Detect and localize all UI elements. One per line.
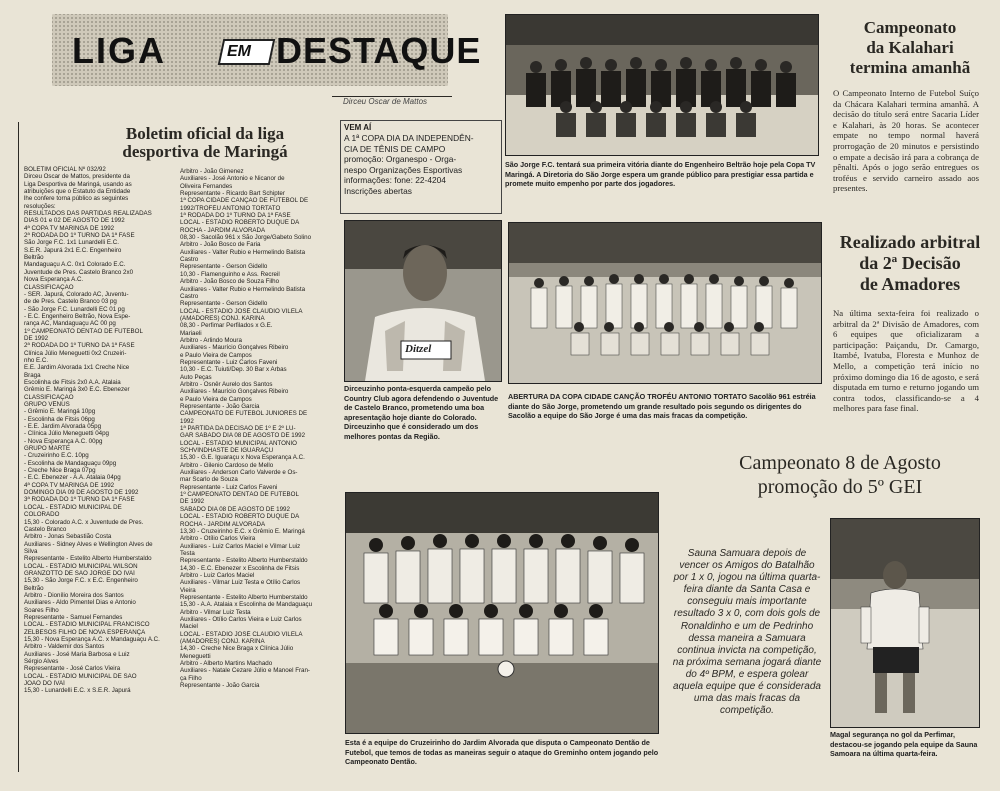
boletim-line: Castelo Branco	[24, 525, 67, 533]
boletim-line: - Nova Esperança A.C. 00pg	[24, 437, 103, 445]
boletim-line: GRUPO VÊNUS	[24, 401, 70, 408]
boletim-line: Árbitro - João Bosco de Souza Filho	[180, 278, 280, 286]
boletim-column-2	[180, 168, 335, 768]
boletim-line: e Paulo Vieira de Campos	[180, 395, 252, 403]
boletim-line: Grêmio E. Maringá 3x0 E.C. Ebenezer	[24, 386, 130, 394]
boletim-line: Representante - Gerson Gidello	[180, 300, 268, 308]
boletim-line: rança AC, Mandaguaçu AC 00 pg	[24, 320, 116, 328]
boletim-line: SÁBADO DIA 08 DE AGOSTO DE 1992	[180, 505, 290, 513]
kalahari-body: O Campeonato Interno de Futebol Suíço da Chácara Kalahari termina amanhã. A decisão do título será entre Sacaria Líder e Kalahari, às 20 horas. Se acontecer empate no tempo normal haverá prorrogação de 20 minutos e persistindo o empate a decisão irá para a cobrança de pênalti. Após o jogo serão entregues os troféus e servido carneiro assado aos presentes.	[833, 88, 979, 194]
arbitral-title-line1: Realizado arbitral	[839, 232, 981, 252]
boletim-line: Representante - Gerson Gidello	[180, 263, 268, 271]
boletim-line: LOCAL - ESTÁDIO MUNICIPAL DE SÃO	[24, 672, 137, 680]
boletim-line: Vieira	[180, 586, 196, 594]
boletim-line: Árbitro - Luiz Carlos Maciel	[180, 571, 255, 579]
boletim-line: - Creche Nice Braga 07pg	[24, 467, 96, 475]
jersey-sponsor-text: Ditzel	[405, 343, 432, 355]
boletim-line: DE 1992	[180, 498, 205, 506]
boletim-line: 15,30 - São Jorge F.C. x E.C. Engenheiro	[24, 577, 138, 585]
masthead-liga: LIGA	[72, 30, 166, 71]
boletim-line: Beltrão	[24, 254, 44, 262]
boletim-line: Representante - Samuel Fernandes	[24, 613, 123, 621]
boletim-line: COLORADO	[24, 511, 60, 519]
boletim-line: Beltrão	[24, 584, 44, 592]
boletim-line: Auto Peças	[180, 373, 212, 381]
boletim-line: Braga	[24, 371, 41, 379]
boletim-line: 08,30 - Sacolão 961 x São Jorge/Gabeto Solino	[180, 234, 312, 242]
boletim-line: Mandaguaçu A.C. 0x1 Colorado E.C.	[24, 261, 126, 269]
boletim-line: 10,30 - Flamenguinho e Ass. Recreil	[180, 270, 280, 278]
boletim-line: 1992/TROFÉU ANTONIO TORTATO	[180, 204, 281, 212]
boletim-line: Maciel	[180, 623, 198, 631]
boletim-line: 15,30 - A.A. Atalaia x Escolinha de Mandaguaçu	[180, 601, 313, 609]
boletim-line: resoluções:	[24, 202, 56, 210]
vemai-line: informações: fone: 22-4204	[344, 175, 446, 186]
arbitral-body: Na última sexta-feira foi realizado o arbitral da 2ª Divisão de Amadores, com 6 equipes que oficializaram a participação: Paiçandu, Dr. Camargo, Itambé, Ivatuba, Floresta e Munhoz de Mello, a competição terá início no próximo domingo dia 16 de agosto, e será disputada em turno e returno jogando um contra todos, classificando-se a 4 melhores para fase final.	[833, 308, 979, 414]
boletim-line: Clínica Júlio Meneguetti 0x2 Cruzeiri-	[24, 349, 127, 357]
boletim-line: São Jorge F.C. 1x1 Lunardelli E.C.	[24, 239, 119, 247]
boletim-line: 10,30 - E.C. Tuiuti/Dep. 30 Bar x Arbas	[180, 366, 287, 374]
boletim-line: Representante - Estelito Alberto Humberstaldo	[24, 555, 152, 563]
boletim-line: Árbitro - Valdemir dos Santos	[24, 643, 105, 651]
boletim-line: Juventude de Pres. Castelo Branco 2x0	[24, 268, 134, 276]
boletim-line: Auxiliares - Natale Cezare Júlio e Manoel Fran-	[180, 667, 310, 675]
boletim-line: Auxiliares - Otílio Carlos Vieira e Luiz Carlos	[180, 615, 302, 623]
boletim-line: de de Pres. Castelo Branco 03 pg	[24, 298, 117, 306]
boletim-line: 1992	[180, 417, 194, 425]
boletim-line: ça Filho	[180, 674, 202, 682]
boletim-line: Auxiliares - Valter Rubio e Hermelindo Batista	[180, 248, 306, 256]
boletim-line: - E.E. Jardim Alvorada 05pg	[24, 423, 102, 431]
boletim-line: ROCHA - JARDIM ALVORADA	[180, 520, 266, 528]
boletim-line: Soares Filho	[24, 606, 59, 614]
arbitral-title-line3: de Amadores	[859, 274, 961, 294]
byline: Dirceu Oscar de Mattos	[343, 97, 428, 106]
boletim-line: - Cruzeirinho E.C. 10pg	[24, 452, 89, 460]
boletim-line: - E.C. Engenheiro Beltrão, Nova Espe-	[24, 312, 131, 320]
boletim-line: Nova Esperança A.C.	[24, 276, 84, 284]
boletim-line: Representante - Luiz Carlos Faveni	[180, 358, 278, 366]
boletim-line: Oliveira Fernandes	[180, 182, 233, 190]
photo-cruzeirinho-team	[345, 492, 659, 734]
boletim-line: BOLETIM OFICIAL Nº 032/92	[24, 166, 106, 173]
vemai-line: CIA DE TÊNIS DE CAMPO	[344, 143, 446, 154]
vemai-line: promoção: Organespo - Orga-	[344, 154, 457, 165]
boletim-line: Auxiliares - Aldo Pimentel Dias e Antonio	[24, 599, 136, 607]
arbitral-title	[830, 232, 990, 295]
boletim-line: Dirceu Oscar de Mattos, presidente da	[24, 173, 130, 181]
boletim-line: Auxiliares - Luiz Carlos Maciel e Vilmar Luiz	[180, 542, 301, 550]
boletim-line: Auxiliares - Vilmar Luiz Testa e Otílio Carlos	[180, 579, 301, 587]
boletim-line: Auxiliares - Anderson Carlo Valverde e Os-	[180, 469, 298, 477]
boletim-line: JOÃO DO IVAÍ	[24, 680, 65, 688]
boletim-line: 1º CAMPEONATO DENTÃO DE FUTEBOL	[180, 491, 299, 499]
boletim-line: 1º CAMPEONATO DENTÃO DE FUTEBOL	[24, 327, 143, 335]
boletim-line: CLASSIFICAÇÃO	[24, 393, 74, 401]
vemai-line: nespo Organizações Esportivas	[344, 164, 463, 175]
boletim-line: ROCHA - JARDIM ALVORADA	[180, 226, 266, 234]
boletim-line: Testa	[180, 549, 195, 557]
boletim-line: Árbitro - Vilmar Luiz Testa	[180, 608, 251, 616]
vemai-line: Inscrições abertas	[344, 185, 412, 196]
boletim-line: Representante - João Garcia	[180, 682, 260, 690]
boletim-line: Árbitro - Alberto Martins Machado	[180, 660, 273, 668]
boletim-line: RESULTADOS DAS PARTIDAS REALIZADAS	[24, 210, 152, 218]
photo-abertura-copa	[508, 222, 822, 384]
boletim-line: Árbitro - Otílio Carlos Vieira	[180, 535, 256, 543]
kalahari-title-line2: da Kalahari	[866, 38, 954, 57]
gei-title-line1: Campeonato 8 de Agosto	[739, 452, 941, 474]
kalahari-title	[830, 18, 990, 78]
boletim-line: Mariaeli	[180, 329, 202, 337]
boletim-line: Representante - Luiz Carlos Faveni	[180, 483, 278, 491]
boletim-line: S.E.R. Japurá 2x1 E.C. Engenheiro	[24, 246, 122, 254]
kalahari-title-line1: Campeonato	[863, 18, 957, 37]
boletim-column-1	[24, 166, 174, 766]
boletim-title-line2: desportiva de Maringá	[122, 142, 288, 161]
boletim-line: GRUPO MARTE	[24, 445, 70, 453]
boletim-line: DE 1992	[24, 334, 49, 342]
boletim-line: Representante - João Garcia	[180, 403, 260, 410]
boletim-line: Árbitro - Jonas Sebastião Costa	[24, 533, 112, 541]
boletim-line: E.E. Jardim Alvorada 1x1 Creche Nice	[24, 364, 130, 372]
boletim-line: DIAS 01 e 02 DE AGOSTO DE 1992	[24, 217, 125, 225]
boletim-line: 1ª COPA CIDADE CANÇÃO DE FUTEBOL DE	[180, 197, 309, 205]
boletim-line: SCHVINDHASTE DE IGUARAÇU	[180, 447, 274, 455]
boletim-line: mar Scarlo de Souza	[180, 476, 238, 484]
boletim-line: 14,30 - Creche Nice Braga x Clínica Júlio	[180, 645, 294, 653]
boletim-line: Auxiliares - José Maria Barbosa e Luiz	[24, 650, 130, 658]
boletim-line: 08,30 - Perfimar Perfilados x G.E.	[180, 322, 273, 330]
boletim-line: e Paulo Vieira de Campos	[180, 351, 252, 359]
boletim-line: - E.C. Ebenezer - A.A. Atalaia 04pg	[24, 474, 121, 482]
boletim-line: Liga Desportiva de Maringá, usando as	[24, 180, 132, 188]
boletim-line: (AMADORES) CONJ. KARINA	[180, 314, 265, 322]
boletim-line: Árbitro - Dionílio Moreira dos Santos	[24, 591, 124, 599]
boletim-line: atribuições que o Estatuto da Entidade	[24, 188, 131, 196]
boletim-line: 4ª COPA TV MARINGÁ DE 1992	[24, 481, 115, 489]
boletim-line: - São Jorge F.C. Lunardelli EC 01 pg	[24, 305, 125, 313]
arbitral-title-line2: da 2ª Decisão	[859, 253, 961, 273]
boletim-line: ZELBESOS FILHO DE NOVA ESPERANÇA	[24, 628, 146, 636]
boletim-line: DOMINGO DIA 09 DE AGOSTO DE 1992	[24, 489, 139, 497]
boletim-line: Castro	[180, 292, 199, 300]
boletim-line: Auxiliares - Maurício Gonçalves Ribeiro	[180, 388, 289, 396]
gei-body: Sauna Samuara depois de vencer os Amigos do Batalhão por 1 x 0, jogou na última quarta-feira diante da Santa Casa e conseguiu mais importante resultado 3 x 0, com dois gols de Ronaldinho e um de Pedrinho dessa maneira a Samuara continua invicta na competição, na próxima semana jogará diante do 4º BPM, e espera golear aquela equipe que é considerada uma das mais fracas da competição.	[672, 548, 822, 717]
boletim-line: - SER. Japurá, Colorado AC, Juventu-	[24, 290, 129, 298]
boletim-line: 3ª RODADA DO 1º TURNO DA 1ª FASE	[24, 496, 135, 504]
photo-sao-jorge-team	[505, 14, 819, 156]
boletim-line: 13,30 - Cruzeirinho E.C. x Grêmio E. Maringá	[180, 527, 305, 535]
boletim-line: LOCAL - ESTÁDIO MUNICIPAL DE	[24, 503, 122, 511]
boletim-line: 2ª RODADA DO 1º TURNO DA 1ª FASE	[24, 342, 135, 350]
boletim-border-left	[18, 122, 19, 772]
boletim-line: Representante - Ricardo Bart Schipter	[180, 190, 285, 198]
boletim-title-line1: Boletim oficial da liga	[125, 124, 285, 143]
photo-dirceuzinho	[344, 220, 502, 382]
caption-abertura: ABERTURA DA COPA CIDADE CANÇÃO TROFÉU ANTONIO TORTATO Sacolão 961 estréia diante do São Jorge, prometendo um grande resultado pois segundo os dirigentes do Sacolão a equipe do São Jorge é uma das mais fracas da competição.	[508, 392, 816, 421]
boletim-line: 1ª RODADA DO 1º TURNO DA 1ª FASE	[180, 212, 291, 220]
kalahari-title-line3: termina amanhã	[849, 58, 971, 77]
boletim-line: - Escolinha de Mandaguaçu 09pg	[24, 459, 117, 467]
boletim-line: 15,30 - Nova Esperança A.C. x Mandaguaçu A.C.	[24, 636, 160, 643]
boletim-line: Árbitro - Arlindo Moura	[180, 336, 242, 344]
boletim-line: 15,30 - Lunardelli E.C. x S.E.R. Japurá	[24, 687, 131, 695]
masthead	[50, 12, 482, 92]
boletim-line: Árbitro - João Gimenez	[180, 168, 244, 175]
boletim-line: GAR SÁBADO DIA 08 DE AGOSTO DE 1992	[180, 432, 306, 440]
boletim-line: Silva	[24, 547, 38, 555]
boletim-line: nho E.C.	[24, 356, 49, 364]
boletim-line: (AMADORES) CONJ. KARINA	[180, 638, 265, 645]
boletim-line: 4ª COPA TV MARINGÁ DE 1992	[24, 224, 115, 232]
boletim-line: Auxiliares - Sidney Alves e Wellington Alves de	[24, 540, 153, 548]
boletim-line: CLASSIFICAÇÃO	[24, 283, 74, 291]
boletim-line: 15,30 - Colorado A.C. x Juventude de Pres.	[24, 518, 144, 526]
boletim-line: - Clínica Júlio Meneguetti 04pg	[24, 430, 109, 438]
boletim-line: Árbitro - João Bosco de Faria	[180, 241, 261, 249]
caption-cruzeirinho: Esta é a equipe do Cruzeirinho do Jardim Alvorada que disputa o Campeonato Dentão de Futebol, que temos de todas as maneiras seguir o ataque do Greminho ontem jogando pelo Campeonato Dentão.	[345, 738, 659, 767]
boletim-line: Sérgio Alves	[24, 658, 59, 666]
vemai-title: VEM AÍ	[344, 123, 372, 132]
boletim-line: Auxiliares - José Antonio e Nicanor de	[180, 175, 285, 183]
boletim-line: LOCAL - ESTÁDIO JOSÉ CLAUDIO VILELA	[180, 630, 303, 638]
boletim-line: - Grêmio E. Maringá 10pg	[24, 408, 96, 416]
boletim-line: Representante - Estelito Alberto Humberstaldo	[180, 557, 308, 565]
boletim-line: lhe confere torna público as seguintes	[24, 195, 129, 203]
boletim-line: 15,30 - G.E. Iguaraçu x Nova Esperança A.C.	[180, 454, 305, 462]
boletim-line: Auxiliares - Valter Rubio e Hermelindo Batista	[180, 285, 306, 293]
boletim-line: LOCAL - ESTÁDIO MUNICIPAL FRANCISCO	[24, 621, 150, 629]
boletim-line: Árbitro - Gilenio Cardoso de Mello	[180, 461, 274, 469]
vemai-line: A 1ª COPA DIA DA INDEPENDÊN-	[344, 133, 474, 143]
boletim-line: 1ª PARTIDA DA DECISÃO DE 1º E 2º LU-	[180, 425, 296, 433]
boletim-line: Escolinha de Fitsis 2x0 A.A. Atalaia	[24, 378, 121, 386]
boletim-line: Árbitro - Osnêr Aurelo dos Santos	[180, 380, 273, 388]
vemai-text	[344, 133, 499, 197]
boletim-line: 14,30 - E.C. Ebenezer x Escolinha de Fitsis	[180, 564, 300, 572]
boletim-line: LOCAL - ESTÁDIO ROBERTO DUQUE DA	[180, 219, 300, 227]
masthead-em: EM	[227, 43, 251, 60]
caption-magal: Magal segurança no gol da Perfimar, destacou-se jogando pela equipe da Sauna Samoara na última quarta-feira.	[830, 730, 978, 759]
caption-dirceuzinho: Dirceuzinho ponta-esquerda campeão pelo Country Club agora defendendo o Juventude de Castelo Branco, prometendo uma boa apresentação hoje diante do Colorado. Dirceuzinho que é considerado um dos melhores pontas da Região.	[344, 384, 499, 441]
boletim-line: - Escolinha de Fitsis 06pg	[24, 415, 95, 423]
boletim-line: LOCAL - ESTÁDIO JOSÉ CLAUDIO VILELA	[180, 307, 303, 315]
boletim-line: LOCAL - ESTÁDIO ROBERTO DUQUE DA	[180, 513, 300, 521]
boletim-line: Castro	[180, 256, 199, 264]
boletim-line: LOCAL - ESTÁDIO MUNICIPAL WILSON	[24, 562, 138, 570]
boletim-line: Representante - José Carlos Vieira	[24, 665, 121, 673]
boletim-line: Auxiliares - Maurício Gonçalves Ribeiro	[180, 344, 289, 352]
boletim-line: CAMPEONATO DE FUTEBOL JUNIORES DE	[180, 410, 308, 418]
boletim-line: 2ª RODADA DO 1º TURNO DA 1ª FASE	[24, 232, 135, 240]
boletim-line: Meneguetti	[180, 652, 211, 660]
gei-title-line2: promoção do 5º GEI	[757, 476, 923, 498]
boletim-line: LOCAL - ESTÁDIO MUNICIPAL ANTONIO	[180, 439, 297, 447]
photo-magal	[830, 518, 980, 728]
boletim-line: Representante - Estelito Alberto Humberstaldo	[180, 593, 308, 601]
masthead-destaque: DESTAQUE	[276, 30, 482, 71]
caption-sao-jorge: São Jorge F.C. tentará sua primeira vitória diante do Engenheiro Beltrão hoje pela Copa TV Maringá. A Diretoria do São Jorge espera um grande público para prestigiar essa partida e promete muito empenho por parte dos jogadores.	[505, 160, 816, 189]
boletim-line: GRANZOTTO DE SÃO JORGE DO IVAÍ	[24, 569, 135, 577]
